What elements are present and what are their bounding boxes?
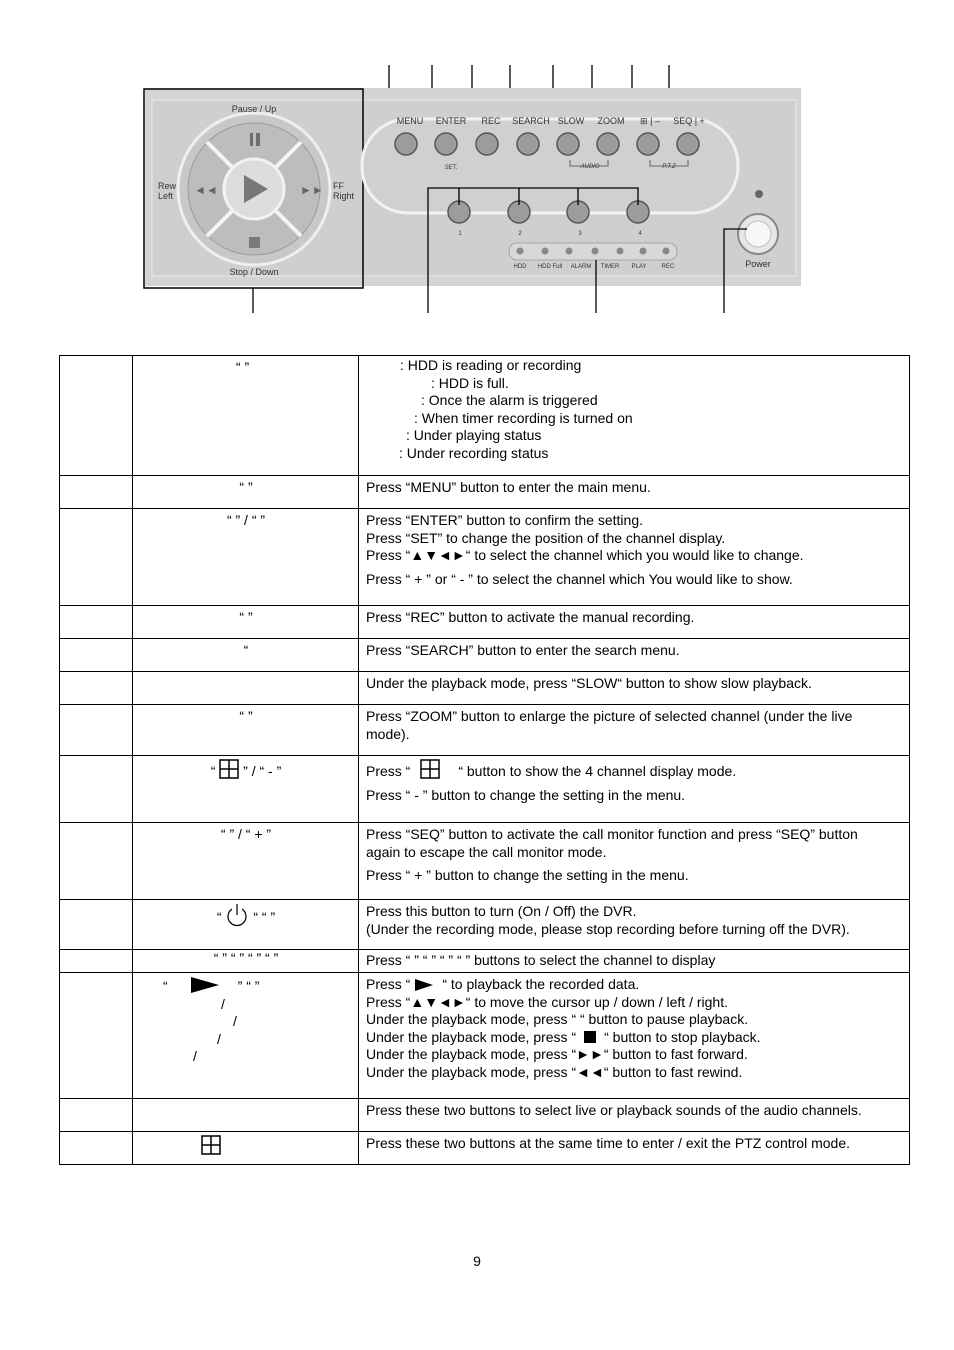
led-label-hdd-full: HDD Full bbox=[537, 264, 563, 270]
dpad-label-left-2: Left bbox=[158, 191, 174, 201]
row-name: “ ” / “ + ” bbox=[133, 823, 359, 900]
table-row: Press these two buttons to select live or playback sounds of the audio channels. bbox=[60, 1099, 910, 1132]
table-row: “ ” Press “ZOOM” button to enlarge the picture of selected channel (under the live mode). bbox=[60, 705, 910, 756]
quad-display-icon bbox=[420, 759, 440, 779]
row-name: “ ” bbox=[133, 356, 359, 476]
channel-2-label: 2 bbox=[518, 231, 522, 237]
quad-display-icon bbox=[201, 1135, 221, 1155]
led-label-hdd: HDD bbox=[513, 264, 527, 270]
power-icon bbox=[225, 903, 249, 929]
led-label-play: PLAY bbox=[631, 264, 647, 270]
seq-plus-button[interactable] bbox=[677, 133, 699, 155]
rec-button[interactable] bbox=[476, 133, 498, 155]
table-row: “ ” “ ” “ ” “ ” Press “ ” “ ” “ ” “ ” buttons to select the channel to display bbox=[60, 950, 910, 973]
row-name bbox=[133, 1099, 359, 1132]
led-label-rec: REC bbox=[661, 264, 675, 270]
search-button[interactable] bbox=[517, 133, 539, 155]
led-timer bbox=[592, 248, 599, 255]
channel-4-label: 4 bbox=[638, 231, 642, 237]
quad-display-icon bbox=[219, 759, 239, 779]
table-row: “ ” / “ - ” Press “ “ button to show the 4 channel display mode. Press “ - ” button to change the setting in the menu. bbox=[60, 756, 910, 823]
row-name bbox=[133, 1132, 359, 1165]
play-icon bbox=[190, 976, 220, 994]
table-row: “ ” “ ” / / / / Press “ “ to playback the recorded data. Press “▲▼◄►“ to move the cursor up / down / left / right. Under the playback mode, press “ “ button to pause playback. Under the playback mode, press “ “ button to stop playback. Under the playback mode, press “►►“ button to fast forward. Under the playback mode, press “◄◄“ button to fast rewind. bbox=[60, 973, 910, 1099]
enter-label: ENTER bbox=[435, 116, 467, 126]
led-label-alarm: ALARM bbox=[570, 264, 592, 270]
led-play bbox=[617, 248, 624, 255]
set-sublabel: SET. bbox=[444, 165, 458, 171]
rec-label: REC bbox=[481, 116, 501, 126]
dpad-label-right-1: FF bbox=[333, 181, 344, 191]
zoom-label: ZOOM bbox=[597, 116, 625, 126]
dpad-label-right-2: Right bbox=[333, 191, 355, 201]
row-name: “ ” bbox=[133, 705, 359, 756]
table-row: “ ” / “ ” Press “ENTER” button to confirm the setting. Press “SET” to change the position of the channel display. Press “▲▼◄►“ to select the channel which you would like to change. Press “ + ” or “ - ” to select the channel which You would like to show. bbox=[60, 509, 910, 606]
dpad-label-down: Stop / Down bbox=[229, 267, 279, 277]
table-row: “ ” Press “REC” button to activate the manual recording. bbox=[60, 606, 910, 639]
dpad-label-left-1: Rew bbox=[158, 181, 177, 191]
dpad-label-up: Pause / Up bbox=[231, 104, 277, 114]
led-hdd-full bbox=[542, 248, 549, 255]
row-name: “ ” / “ - ” bbox=[133, 756, 359, 823]
table-row: “ “ “ ” Press this button to turn (On / Off) the DVR. (Under the recording mode, please stop recording before turning off the DVR). bbox=[60, 900, 910, 950]
menu-label: MENU bbox=[396, 116, 424, 126]
table-row: “ ” : HDD is reading or recording : HDD is full. : Once the alarm is triggered : When timer recording is turned on : Under playing status : Under recording status bbox=[60, 356, 910, 476]
table-row: “ ” Press “MENU” button to enter the main menu. bbox=[60, 476, 910, 509]
quad-minus-button[interactable] bbox=[637, 133, 659, 155]
enter-button[interactable] bbox=[435, 133, 457, 155]
channel-3-label: 3 bbox=[578, 231, 582, 237]
fast-forward-icon[interactable]: ►► bbox=[300, 183, 324, 197]
menu-button[interactable] bbox=[395, 133, 417, 155]
led-label-timer: TIMER bbox=[600, 264, 620, 270]
zoom-button[interactable] bbox=[597, 133, 619, 155]
row-name: “ ” “ ” / / / / bbox=[133, 973, 359, 1099]
row-name: “ bbox=[133, 639, 359, 672]
led-alarm bbox=[566, 248, 573, 255]
audio-sublabel: AUDIO bbox=[580, 164, 600, 170]
row-name: “ ” “ ” “ ” “ ” bbox=[133, 950, 359, 973]
front-panel-figure bbox=[0, 0, 954, 320]
row-name bbox=[133, 672, 359, 705]
ptz-sublabel: P.T.Z bbox=[662, 164, 676, 170]
power-label: Power bbox=[745, 259, 771, 269]
rewind-icon[interactable]: ◄◄ bbox=[194, 183, 218, 197]
row-name: “ ” bbox=[133, 476, 359, 509]
play-icon bbox=[414, 978, 434, 992]
table-row: Under the playback mode, press “SLOW“ button to show slow playback. bbox=[60, 672, 910, 705]
slow-label: SLOW bbox=[557, 116, 585, 126]
led-hdd bbox=[517, 248, 524, 255]
channel-1-label: 1 bbox=[458, 231, 462, 237]
quad-minus-label: ⊞ | – bbox=[640, 116, 660, 126]
search-label: SEARCH bbox=[512, 116, 550, 126]
table-row: “ Press “SEARCH” button to enter the search menu. bbox=[60, 639, 910, 672]
stop-icon[interactable] bbox=[249, 237, 260, 248]
seq-plus-label: SEQ | + bbox=[673, 116, 705, 126]
table-row: “ ” / “ + ” Press “SEQ” button to activate the call monitor function and press “SEQ” button again to escape the call monitor mode. Press “ + ” button to change the setting in the menu. bbox=[60, 823, 910, 900]
slow-button[interactable] bbox=[557, 133, 579, 155]
page-number: 9 bbox=[473, 1253, 481, 1269]
row-name: “ “ “ ” bbox=[133, 900, 359, 950]
row-name: “ ” / “ ” bbox=[133, 509, 359, 606]
stop-icon bbox=[584, 1031, 596, 1043]
row-name: “ ” bbox=[133, 606, 359, 639]
table-row: Press these two buttons at the same time to enter / exit the PTZ control mode. bbox=[60, 1132, 910, 1165]
led-rec bbox=[640, 248, 647, 255]
button-function-table bbox=[59, 355, 910, 1165]
